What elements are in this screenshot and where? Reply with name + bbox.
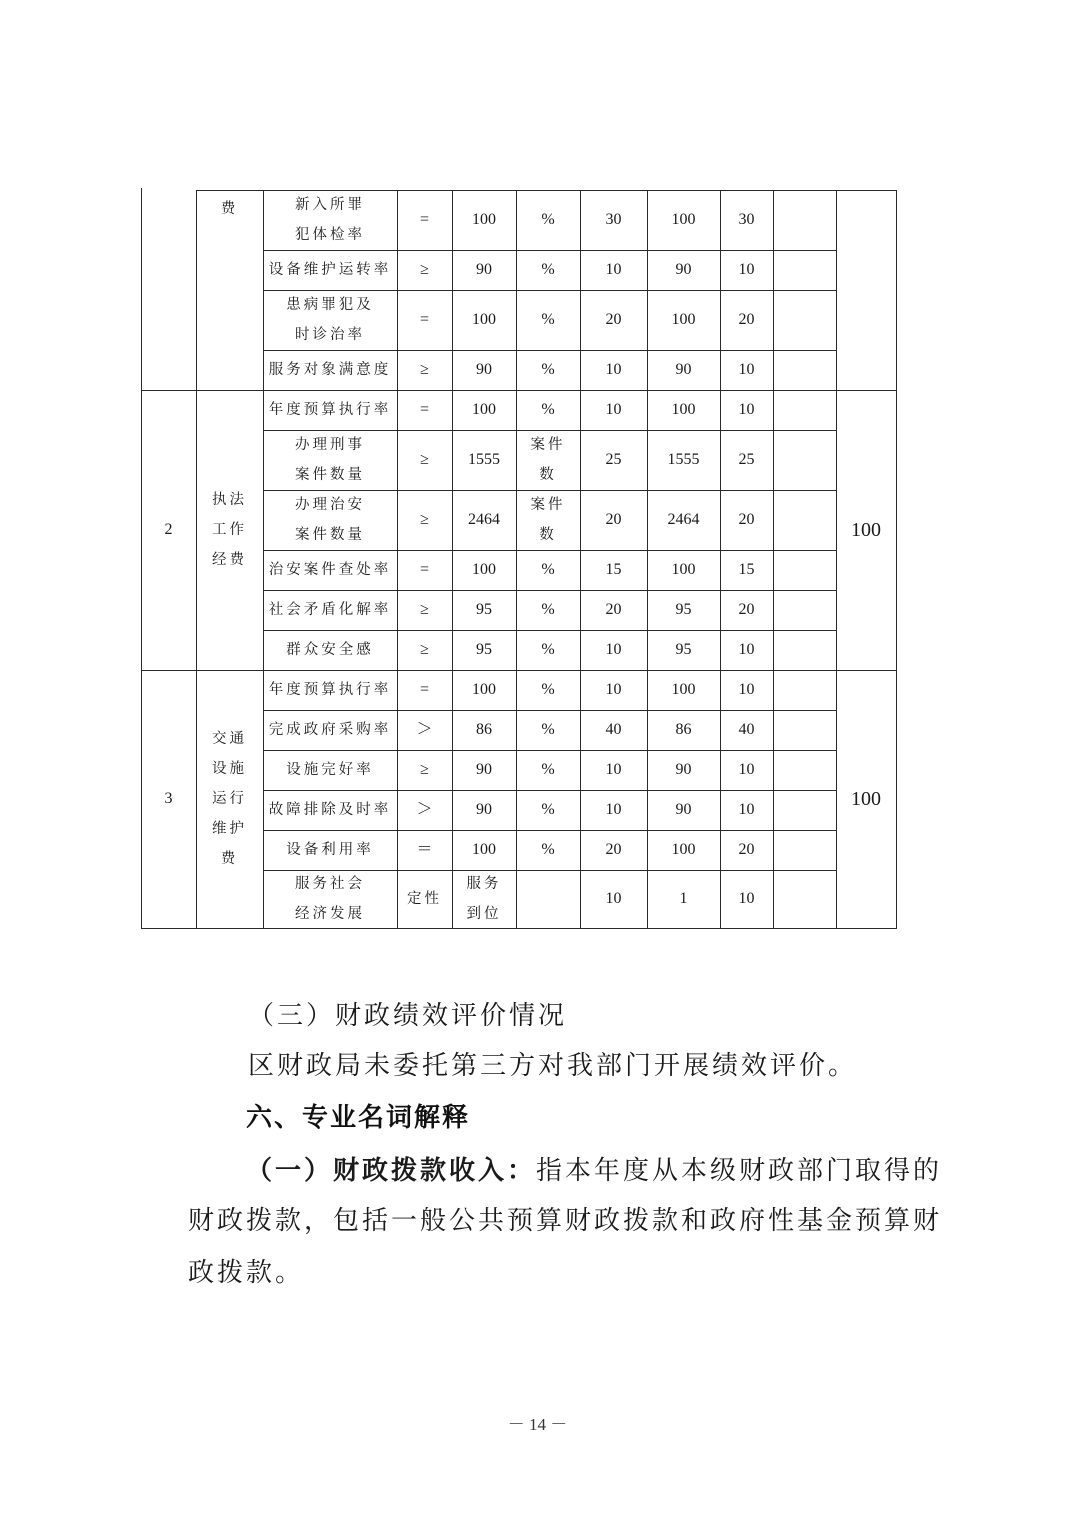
actual-value: 90	[675, 761, 692, 778]
section-index	[141, 190, 196, 390]
weight: 25	[605, 451, 622, 468]
target-value: 100	[472, 841, 496, 858]
score: 40	[738, 721, 755, 738]
unit-line: 数	[539, 467, 557, 483]
comparison-operator: ≥	[420, 261, 429, 278]
comparison-operator: ＞	[416, 801, 433, 818]
indicator-name	[263, 290, 397, 350]
section-index: 2	[164, 521, 173, 538]
weight: 20	[605, 841, 622, 858]
target-value: 90	[476, 361, 492, 378]
section-total-score	[836, 190, 896, 390]
note	[773, 750, 836, 790]
actual-value: 100	[671, 561, 696, 578]
section-name-line: 费	[220, 201, 239, 217]
actual-value: 2464	[667, 511, 700, 528]
actual-value: 100	[671, 401, 696, 418]
unit: %	[541, 681, 555, 698]
indicator-name: 设备利用率	[286, 842, 374, 858]
target-value: 90	[476, 761, 492, 778]
actual-value: 86	[675, 721, 692, 738]
indicator-name-line: 办理治安	[295, 497, 365, 513]
weight: 10	[605, 401, 622, 418]
table-column-rule	[896, 190, 897, 929]
indicator-name	[263, 870, 397, 928]
note	[773, 390, 836, 430]
definition-line-1	[246, 1150, 942, 1187]
actual-value: 90	[675, 801, 692, 818]
section-name	[196, 390, 263, 670]
target-value: 100	[472, 401, 496, 418]
weight: 10	[605, 761, 622, 778]
score: 30	[738, 211, 755, 228]
unit: %	[541, 721, 555, 738]
target-value: 1555	[468, 451, 500, 468]
indicator-name: 治安案件查处率	[268, 562, 392, 578]
section-total-score: 100	[851, 788, 881, 810]
section-name	[196, 670, 263, 928]
note	[773, 790, 836, 830]
target-value: 90	[476, 801, 492, 818]
target-value: 95	[476, 641, 492, 658]
comparison-operator: ＞	[416, 721, 433, 738]
target-value: 100	[472, 311, 496, 328]
target-value: 100	[472, 681, 496, 698]
target-value: 2464	[468, 511, 500, 528]
score: 10	[738, 890, 755, 907]
unit: %	[541, 601, 555, 618]
score: 10	[738, 761, 755, 778]
definition-text: 指本年度从本级财政部门取得的	[536, 1156, 943, 1186]
actual-value: 90	[675, 261, 692, 278]
section-name-line: 工作	[212, 522, 247, 538]
target-value-line: 服务	[466, 876, 502, 892]
table-bottom-border	[141, 928, 897, 929]
indicator-name-line: 时诊治率	[295, 327, 365, 343]
note	[773, 250, 836, 290]
indicator-name: 社会矛盾化解率	[268, 602, 392, 618]
indicator-name: 年度预算执行率	[268, 402, 392, 418]
note	[773, 430, 836, 490]
score: 20	[738, 601, 755, 618]
indicator-name-line: 服务社会	[295, 876, 365, 892]
indicator-name: 群众安全感	[286, 642, 374, 658]
actual-value: 100	[671, 681, 696, 698]
score: 10	[738, 681, 755, 698]
indicator-name: 设施完好率	[286, 762, 374, 778]
definition-term: （一）财政拨款收入：	[246, 1156, 537, 1186]
actual-value: 100	[671, 211, 696, 228]
weight: 20	[605, 601, 622, 618]
weight: 10	[605, 641, 622, 658]
page-number: － 14 －	[507, 1415, 568, 1434]
comparison-operator: ≥	[420, 511, 429, 528]
section-name-line: 交通	[212, 731, 247, 747]
indicator-name: 故障排除及时率	[268, 802, 392, 818]
weight: 40	[605, 721, 622, 738]
score: 10	[738, 361, 755, 378]
section-heading-glossary: 六、专业名词解释	[246, 1103, 471, 1133]
actual-value: 100	[671, 311, 696, 328]
section-name-line: 维护	[212, 821, 247, 837]
note	[773, 830, 836, 870]
weight: 15	[605, 561, 622, 578]
indicator-name-line: 犯体检率	[295, 227, 365, 243]
indicator-name-line: 案件数量	[295, 527, 365, 543]
target-value: 100	[472, 561, 496, 578]
indicator-name: 服务对象满意度	[268, 362, 392, 378]
indicator-name-line: 办理刑事	[295, 437, 365, 453]
note	[773, 630, 836, 670]
comparison-operator: ≥	[420, 641, 429, 658]
section-name-line: 设施	[212, 761, 247, 777]
unit-line: 数	[539, 527, 557, 543]
comparison-operator: =	[419, 401, 430, 418]
indicator-name-line: 经济发展	[295, 906, 365, 922]
section-name-line: 费	[220, 851, 239, 867]
target-value: 95	[476, 601, 492, 618]
actual-value: 90	[675, 361, 692, 378]
definition-line-3: 政拨款。	[188, 1258, 305, 1288]
unit: %	[541, 211, 555, 228]
comparison-operator: =	[419, 311, 430, 328]
target-value-line: 到位	[466, 906, 502, 922]
score: 10	[738, 401, 755, 418]
note	[773, 710, 836, 750]
note	[773, 290, 836, 350]
unit: %	[541, 561, 555, 578]
actual-value: 100	[671, 841, 696, 858]
section-name-line: 经费	[212, 552, 247, 568]
unit	[516, 490, 580, 550]
indicator-name: 年度预算执行率	[268, 682, 392, 698]
unit: %	[541, 761, 555, 778]
score: 25	[738, 451, 755, 468]
indicator-name	[263, 430, 397, 490]
subheading-financial-evaluation: （三）财政绩效评价情况	[248, 1001, 568, 1031]
weight: 10	[605, 261, 622, 278]
score: 15	[738, 561, 755, 578]
note	[773, 550, 836, 590]
comparison-operator: ≥	[420, 761, 429, 778]
section-name	[196, 190, 263, 390]
indicator-name	[263, 490, 397, 550]
definition-line-2: 财政拨款，包括一般公共预算财政拨款和政府性基金预算财	[188, 1206, 943, 1236]
weight: 10	[605, 890, 622, 907]
weight: 20	[605, 511, 622, 528]
unit: %	[541, 261, 555, 278]
weight: 10	[605, 681, 622, 698]
note	[773, 350, 836, 390]
comparison-operator: =	[419, 681, 430, 698]
section-name-line: 运行	[212, 791, 247, 807]
score: 10	[738, 641, 755, 658]
unit: %	[541, 841, 555, 858]
target-value: 90	[476, 261, 492, 278]
comparison-operator: ≥	[420, 451, 429, 468]
comparison-operator: =	[419, 211, 430, 228]
paragraph-evaluation: 区财政局未委托第三方对我部门开展绩效评价。	[248, 1051, 858, 1081]
weight: 10	[605, 801, 622, 818]
unit-line: 案件	[530, 437, 566, 453]
unit-line: 案件	[530, 497, 566, 513]
score: 20	[738, 511, 755, 528]
actual-value: 95	[675, 601, 692, 618]
indicator-name	[263, 190, 397, 250]
comparison-operator: ≥	[420, 601, 429, 618]
actual-value: 95	[675, 641, 692, 658]
indicator-name-line: 新入所罪	[295, 197, 365, 213]
comparison-operator: ＝	[416, 841, 433, 858]
comparison-operator: 定性	[407, 891, 442, 907]
unit: %	[541, 311, 555, 328]
actual-value: 1555	[667, 451, 700, 468]
note	[773, 670, 836, 710]
actual-value: 1	[679, 890, 688, 907]
comparison-operator: =	[419, 561, 430, 578]
unit: %	[541, 801, 555, 818]
score: 20	[738, 311, 755, 328]
score: 10	[738, 261, 755, 278]
score: 10	[738, 801, 755, 818]
note	[773, 190, 836, 250]
unit	[516, 430, 580, 490]
weight: 30	[605, 211, 622, 228]
target-value: 100	[472, 211, 496, 228]
note	[773, 870, 836, 928]
section-name-line: 执法	[212, 492, 247, 508]
note	[773, 490, 836, 550]
target-value	[452, 870, 516, 928]
unit: %	[541, 401, 555, 418]
section-index: 3	[164, 790, 173, 807]
unit: %	[541, 641, 555, 658]
indicator-name-line: 案件数量	[295, 467, 365, 483]
indicator-name-line: 患病罪犯及	[286, 297, 374, 313]
unit: %	[541, 361, 555, 378]
weight: 10	[605, 361, 622, 378]
unit	[516, 870, 580, 928]
target-value: 86	[476, 721, 492, 738]
note	[773, 590, 836, 630]
score: 20	[738, 841, 755, 858]
indicator-name: 完成政府采购率	[268, 722, 392, 738]
indicator-name: 设备维护运转率	[268, 262, 392, 278]
weight: 20	[605, 311, 622, 328]
section-total-score: 100	[851, 519, 881, 541]
comparison-operator: ≥	[420, 361, 429, 378]
